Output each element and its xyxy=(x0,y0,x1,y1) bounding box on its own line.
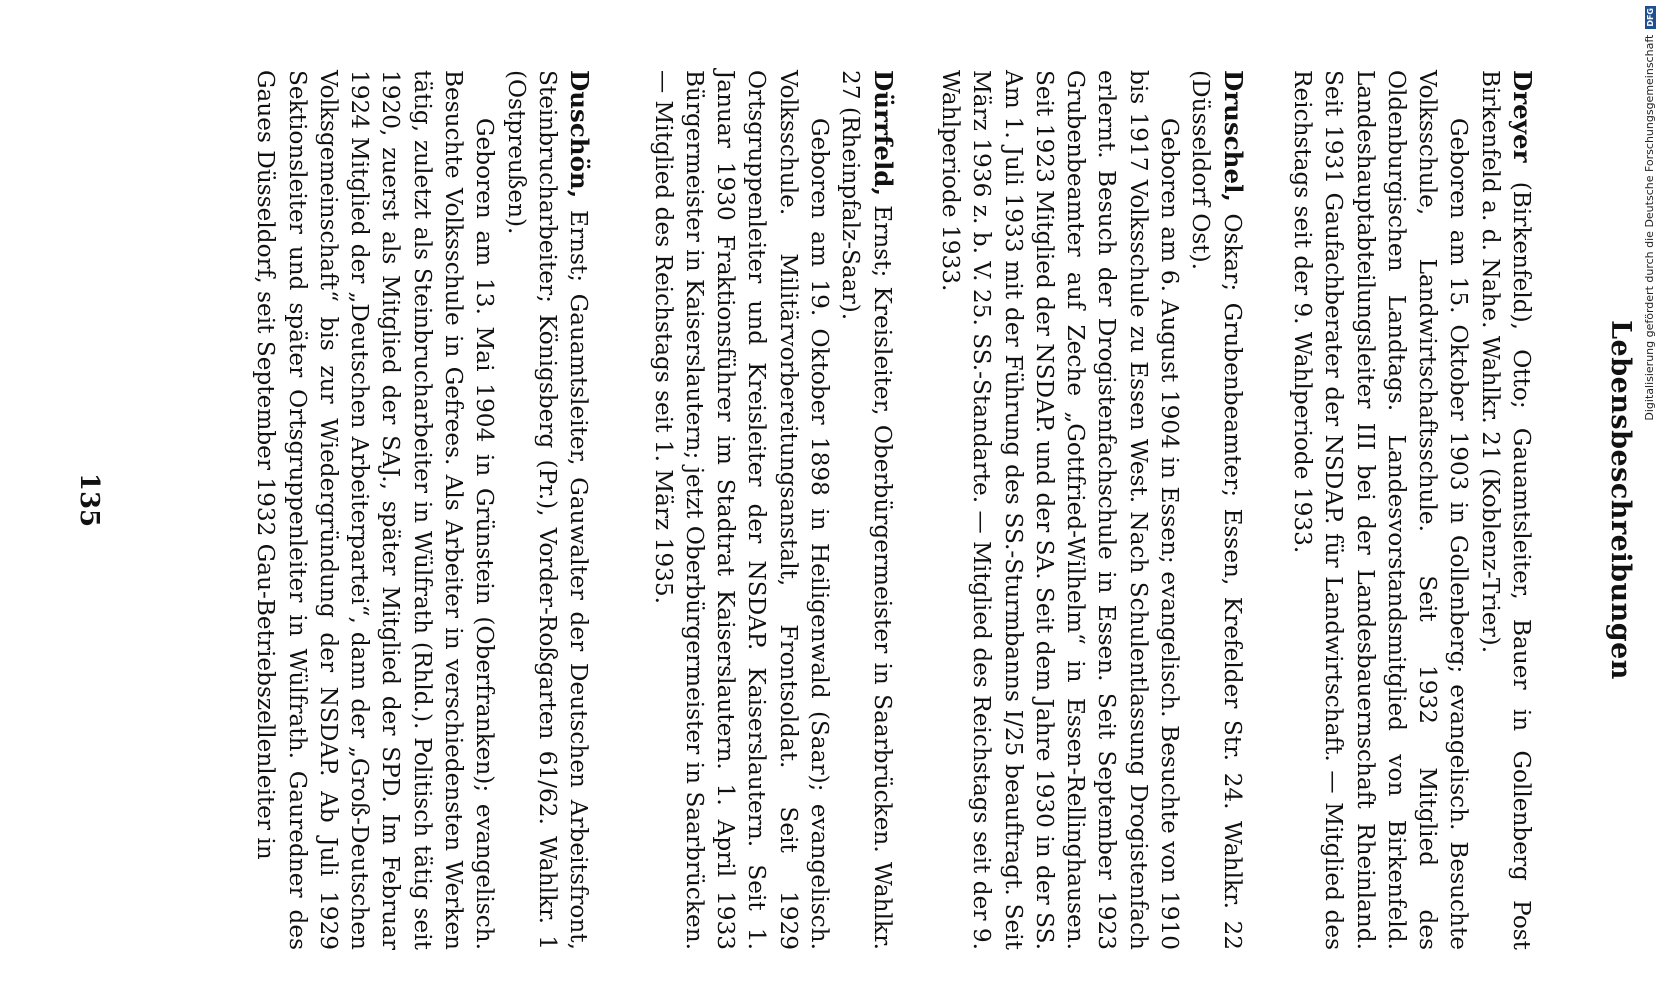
entry-heading-text: Ernst; Kreisleiter, Oberbürgermeister in Saarbrücken. Wahlkr. 27 (Rheinpfalz-Saar). xyxy=(837,70,896,950)
entry-name: Druschel, xyxy=(1218,70,1248,202)
dfg-logo-icon: DFG xyxy=(1645,8,1655,27)
entry-body: Geboren am 19. Oktober 1898 in Heiligenwald (Saar); evangelisch. Volksschule. Militärvorbereitungsanstalt, Frontsoldat. Seit 1929 Ortsgruppenleiter und Kreisleiter der NSDAP. Kaiserslautern. Seit 1. Januar 1930 Fraktionsführer im Stadtrat Kaiserslautern. 1. April 1933 Bürgermeister in Kaiserslautern; jetzt Oberbürgermeister in Saarbrücken. — Mitglied des Reichstags seit 1. März 1935. xyxy=(649,70,834,950)
entry-body: Geboren am 6. August 1904 in Essen; evangelisch. Besuchte von 1910 bis 1917 Volksschule zu Essen West. Nach Schulentlassung Drogistenfach erlernt. Besuch der Drogistenfachschule in Essen. Seit September 1923 Grubenbeamter auf Zeche „Gottfried-Wilhelm“ in Essen-Rellinghausen. Seit 1923 Mitglied der NSDAP. und der SA. Seit dem Jahre 1930 in der SS. Am 1. Juli 1933 mit der Führung des SS.-Sturmbanns I/25 beauftragt. Seit März 1936 z. b. V. 25. SS.-Standarte. — Mitglied des Reichstags seit der 9. Wahlperiode 1933. xyxy=(936,70,1184,950)
entry-body: Geboren am 15. Oktober 1903 in Gollenberg; evangelisch. Besuchte Volksschule, Landwirtschaftsschule. Seit 1932 Mitglied des Oldenburgischen Landtags. Landesvorstandsmitglied von Birkenfeld. Landeshauptabteilungsleiter III bei der Landesbauernschaft Rheinland. Seit 1931 Gaufachberater der NSDAP. für Landwirtschaft. — Mitglied des Reichstags seit der 9. Wahlperiode 1933. xyxy=(1288,70,1473,950)
biography-entry-duschoen xyxy=(250,70,595,950)
entry-heading-text: (Birkenfeld), Otto; Gauamtsleiter, Bauer in Gollenberg Post Birkenfeld a. d. Nahe. Wahlkr. 21 (Koblenz-Trier). xyxy=(1476,70,1535,950)
entry-name: Dürrfeld, xyxy=(868,70,898,196)
dfg-credit-strip xyxy=(1637,6,1655,706)
entry-heading-text: Ernst; Gauamtsleiter, Gauwalter der Deutschen Arbeitsfront, Steinbrucharbeiter; Königsberg (Pr.), Vorder-Roßgarten 61/62. Wahlkr. 1 (Ostpreußen). xyxy=(502,70,593,950)
entry-heading xyxy=(1474,70,1538,950)
running-head: Lebensbeschreibungen xyxy=(1605,320,1636,680)
entry-body: Geboren am 13. Mai 1904 in Grünstein (Oberfranken); evangelisch. Besuchte Volksschule in Gefrees. Als Arbeiter in verschiedensten Werken tätig, zuletzt als Steinbrucharbeiter in Wülfrath (Rhld.). Politisch tätig seit 1920, zuerst als Mitglied der SAJ., später Mitglied der SPD. Im Februar 1924 Mitglied der „Deutschen Arbeiterpartei“, dann der „Groß-Deutschen Volksgemeinschaft“ bis zur Wiedergründung der NSDAP. Ab Juli 1929 Sektionsleiter und später Ortsgruppenleiter in Wülfrath. Gauredner des Gaues Düsseldorf, seit September 1932 Gau-Betriebszellenleiter in xyxy=(252,70,499,950)
page-number: 135 xyxy=(74,472,104,528)
entry-heading xyxy=(835,70,899,950)
biography-entry-druschel xyxy=(935,70,1249,950)
dfg-credit-line xyxy=(1641,6,1656,706)
biography-entry-duerrfeld xyxy=(647,70,898,950)
biography-entry-dreyer xyxy=(1287,70,1538,950)
entry-name: Duschön, xyxy=(565,70,595,199)
entry-heading xyxy=(500,70,595,950)
entry-name: Dreyer xyxy=(1508,70,1537,163)
biography-column xyxy=(250,70,1538,950)
entry-heading-text: Oskar; Grubenbeamter; Essen, Krefelder Str. 24. Wahlkr. 22 (Düsseldorf Ost). xyxy=(1187,70,1246,950)
dfg-credit-text: Digitalisierung gefördert durch die Deutsche Forschungsgemeinschaft xyxy=(1643,34,1656,421)
entry-heading xyxy=(1185,70,1249,950)
